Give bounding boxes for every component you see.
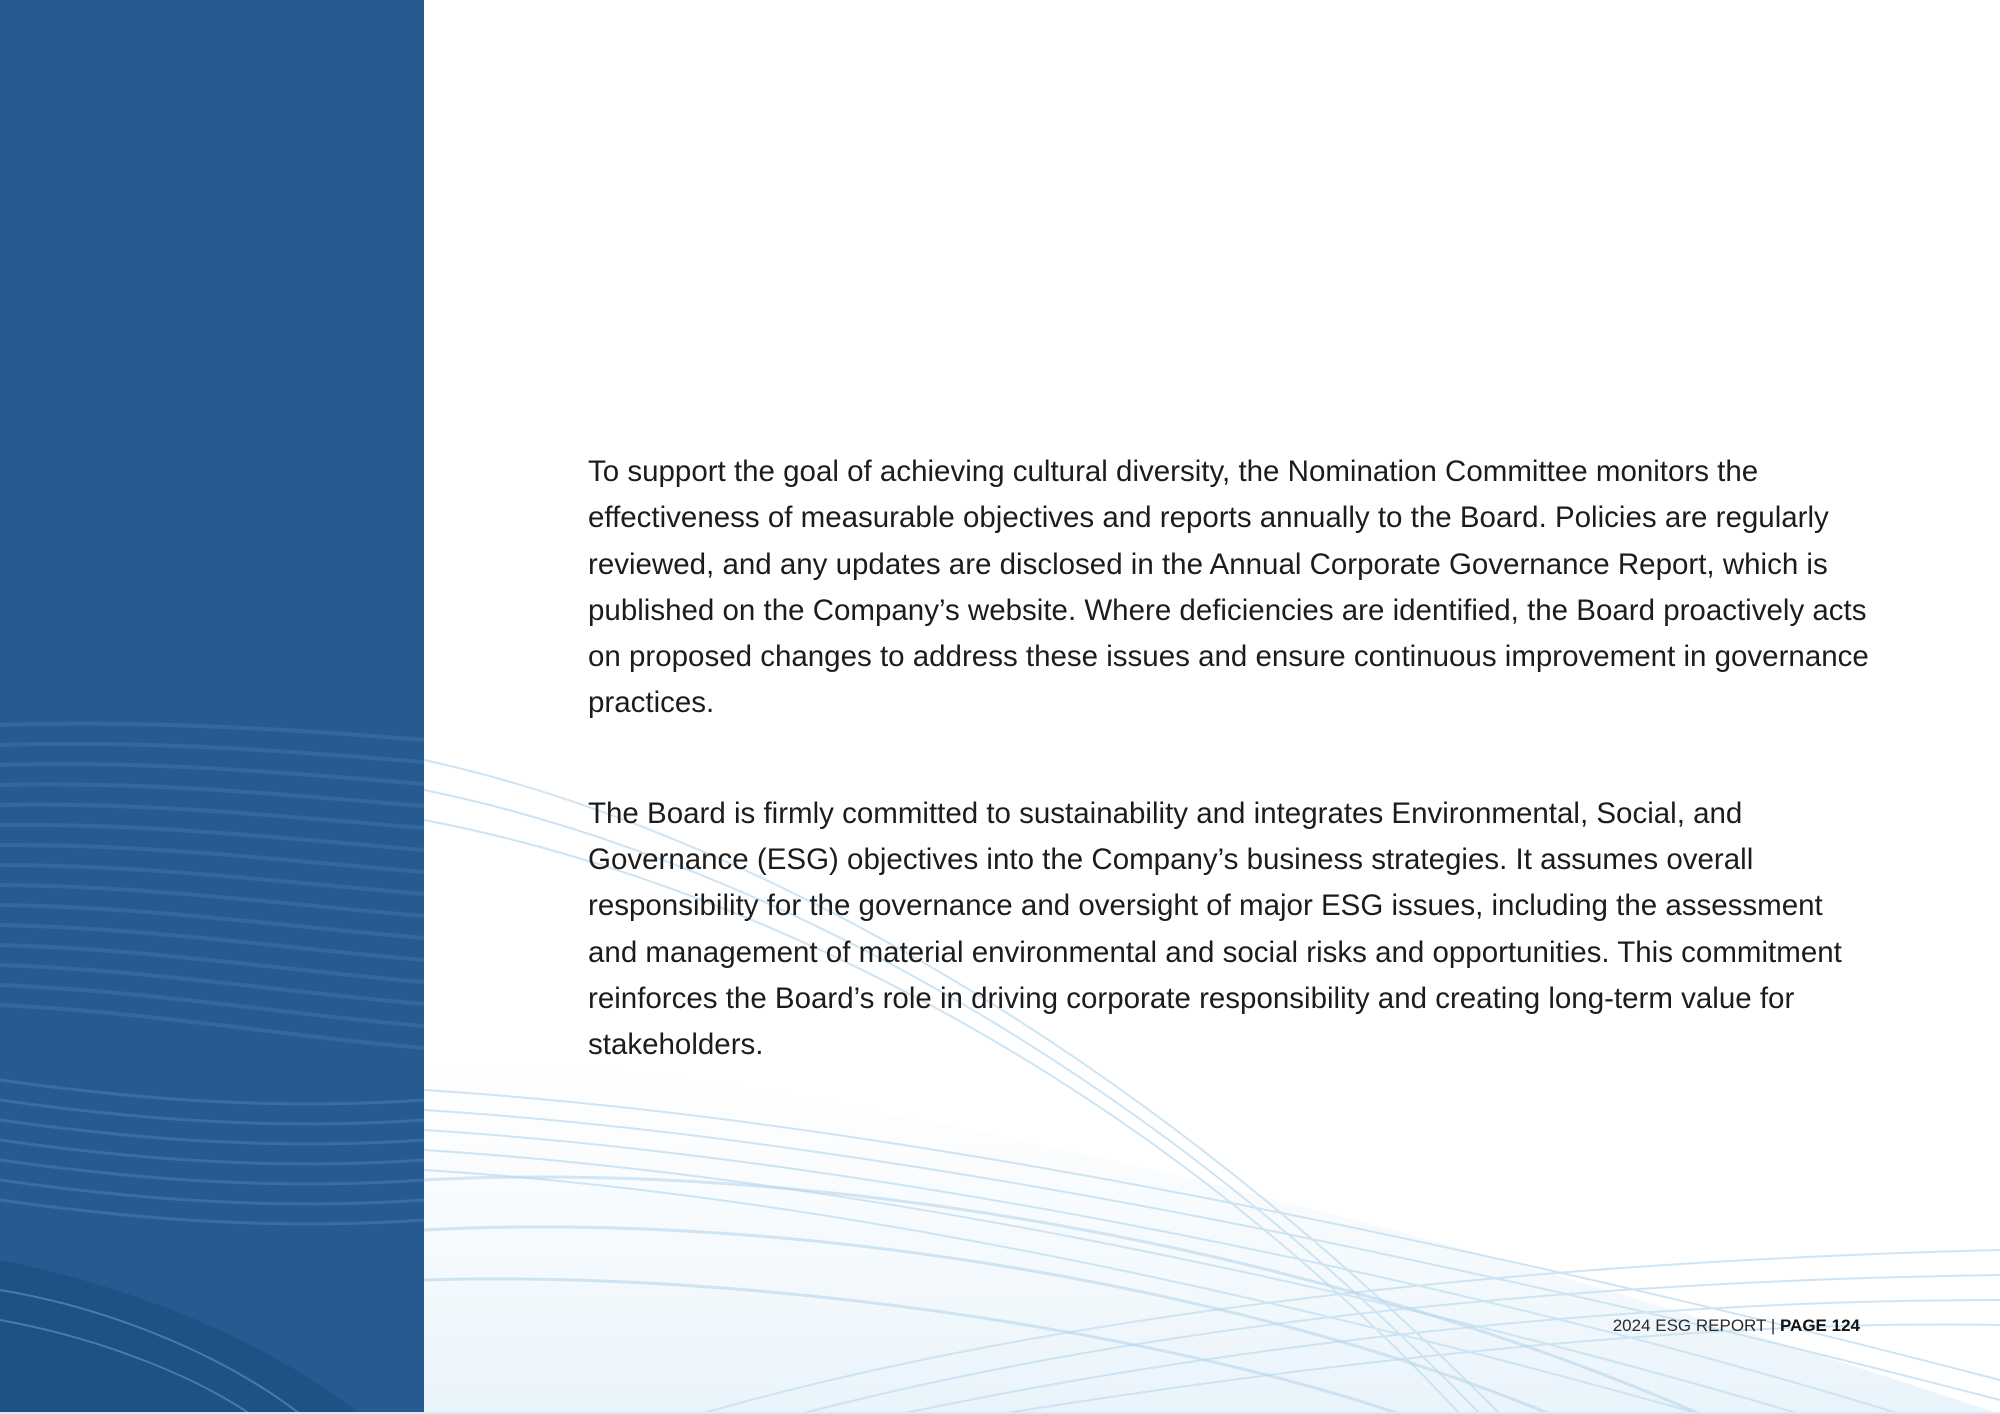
body-paragraph-2: The Board is firmly committed to sustainability and integrates Environmental, Social, and Governance (ESG) objectives into the Company’s business strategies. It assumes overall responsibility for the governance and oversight of major ESG issues, including the assessment and management of material environmental and social risks and opportunities. This commitment reinforces the Board’s role in driving corporate responsibility and creating long-term value for stakeholders.: [588, 796, 1842, 1062]
body-paragraph-1: To support the goal of achieving cultural diversity, the Nomination Committee monitors the effectiveness of measurable objectives and reports annually to the Board. Policies are regularly reviewed, and any updates are disclosed in the Annual Corporate Governance Report, which is published on the Company’s website. Where deficiencies are identified, the Board proactively acts on proposed changes to address these issues and ensure continuous improvement in governance practices.: [588, 455, 1869, 720]
report-label: 2024 ESG REPORT: [1612, 1316, 1767, 1335]
main-content: [588, 449, 1878, 1133]
page-footer: [1613, 1316, 1860, 1336]
sidebar-wave-pattern: [0, 0, 424, 1414]
page-number: PAGE 124: [1779, 1316, 1860, 1335]
footer-separator: |: [1770, 1316, 1776, 1335]
sidebar-panel: [0, 0, 424, 1414]
